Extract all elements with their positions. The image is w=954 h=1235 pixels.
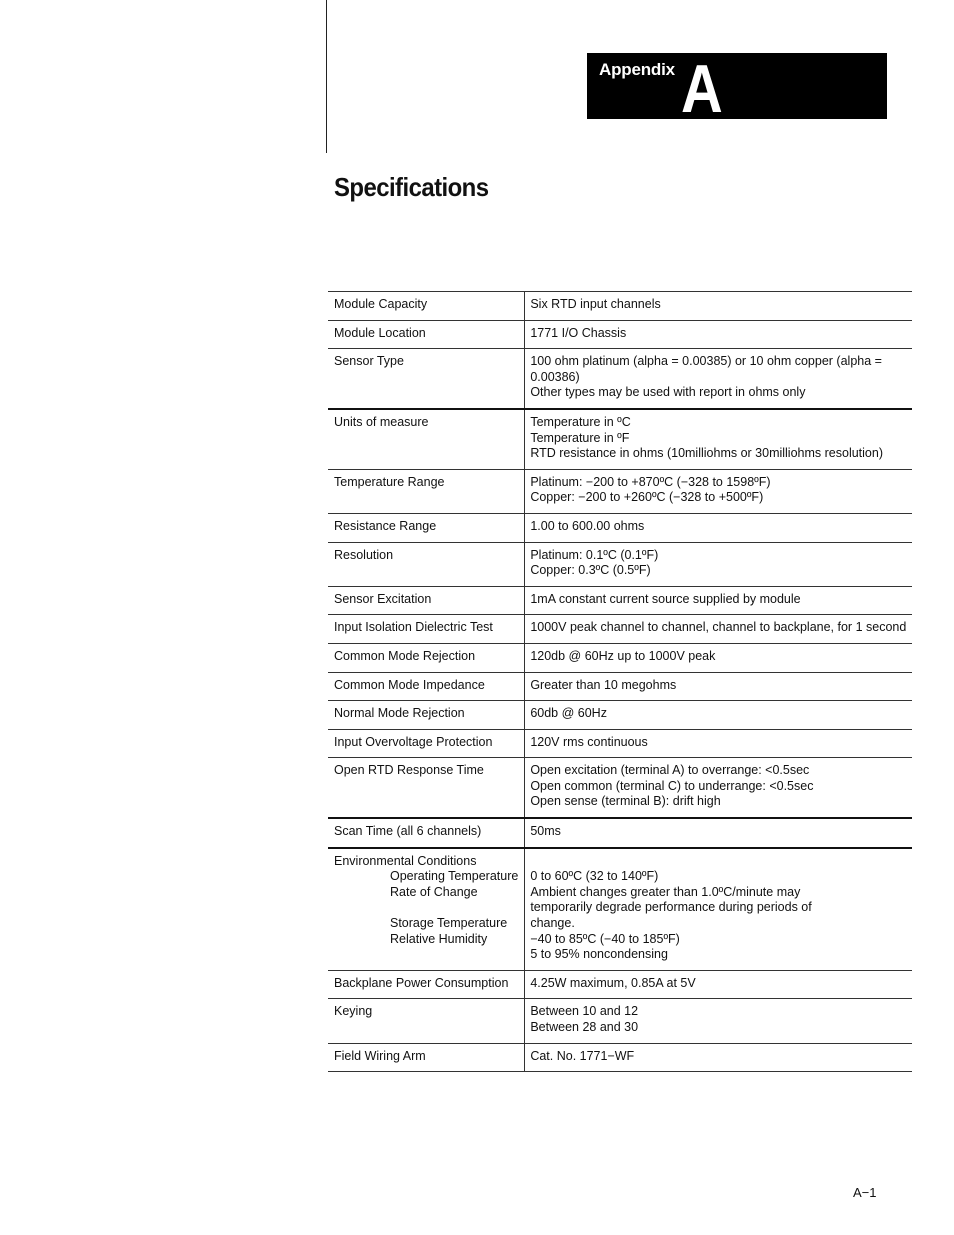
page-title: Specifications	[334, 172, 489, 202]
spec-value-line: 100 ohm platinum (alpha = 0.00385) or 10 ohm copper (alpha = 0.00386)	[530, 354, 882, 384]
spec-label-group	[328, 848, 525, 971]
spec-value	[525, 513, 912, 542]
spec-value-line: Six RTD input channels	[530, 297, 661, 311]
spec-value	[525, 643, 912, 672]
spec-label: Field Wiring Arm	[328, 1043, 525, 1072]
spec-value	[525, 349, 912, 409]
spec-label: Normal Mode Rejection	[328, 701, 525, 730]
spec-value-line: 120db @ 60Hz up to 1000V peak	[530, 648, 716, 663]
spec-label: Sensor Excitation	[328, 586, 525, 615]
spec-value-line: Between 10 and 12	[530, 1004, 639, 1019]
spec-label: Input Overvoltage Protection	[328, 729, 525, 758]
spec-row-temperature-range	[328, 469, 912, 513]
appendix-letter: A	[681, 51, 723, 127]
spec-label: Module Capacity	[328, 292, 525, 321]
spec-label: Sensor Type	[328, 349, 525, 409]
spec-row-input-isolation	[328, 615, 912, 644]
spec-value	[525, 320, 912, 349]
spacer	[530, 854, 906, 870]
spec-value	[525, 292, 912, 321]
spec-row-module-location	[328, 320, 912, 349]
spec-label: Keying	[328, 999, 525, 1043]
spec-value	[525, 1043, 912, 1072]
spec-value-line: Copper: −200 to +260ºC (−328 to +500ºF)	[530, 490, 764, 505]
spec-value-line: Platinum: 0.1ºC (0.1ºF)	[530, 547, 659, 562]
spec-value	[525, 701, 912, 730]
spacer	[334, 900, 518, 916]
spec-row-units-of-measure	[328, 409, 912, 469]
spec-value-line: Open common (terminal C) to underrange: <0.5sec	[530, 778, 814, 793]
spec-row-field-wiring-arm	[328, 1043, 912, 1072]
spec-value-line: −40 to 85ºC (−40 to 185ºF)	[530, 931, 680, 946]
spec-value-line: 1000V peak channel to channel, channel to backplane, for 1 second	[530, 620, 907, 635]
spec-value-line: 5 to 95% noncondensing	[530, 947, 668, 962]
spec-row-module-capacity	[328, 292, 912, 321]
spec-label: Backplane Power Consumption	[328, 970, 525, 999]
margin-rule	[326, 0, 327, 153]
spec-value	[525, 970, 912, 999]
spec-row-common-mode-rejection	[328, 643, 912, 672]
spec-value-line: Copper: 0.3ºC (0.5ºF)	[530, 563, 651, 578]
spec-value-line: 60db @ 60Hz	[530, 706, 607, 721]
spec-row-common-mode-impedance	[328, 672, 912, 701]
spec-label: Environmental Conditions	[334, 853, 477, 868]
spec-label: Resolution	[328, 542, 525, 586]
spec-label: Input Isolation Dielectric Test	[328, 615, 525, 644]
spec-value-line: Open excitation (terminal A) to overrange: <0.5sec	[530, 763, 810, 778]
spec-row-sensor-type	[328, 349, 912, 409]
spec-label: Resistance Range	[328, 513, 525, 542]
spec-row-resolution	[328, 542, 912, 586]
spec-row-resistance-range	[328, 513, 912, 542]
spec-value	[525, 586, 912, 615]
spec-value-line: Cat. No. 1771−WF	[530, 1048, 635, 1063]
spec-value	[525, 542, 912, 586]
spec-sublabel: Relative Humidity	[390, 931, 488, 946]
spec-value	[525, 848, 912, 971]
spec-value-line: Platinum: −200 to +870ºC (−328 to 1598ºF)	[530, 474, 771, 489]
spec-value-line: Temperature in ºC	[530, 414, 631, 429]
spec-value-line: 4.25W maximum, 0.85A at 5V	[530, 975, 696, 990]
appendix-label: Appendix	[599, 60, 675, 79]
spec-sublabel: Rate of Change	[390, 884, 478, 899]
spec-row-sensor-excitation	[328, 586, 912, 615]
spec-label: Open RTD Response Time	[328, 758, 525, 818]
spec-label: Common Mode Impedance	[328, 672, 525, 701]
spec-value-line: Ambient changes greater than 1.0ºC/minute may temporarily degrade performance during periods of change.	[530, 884, 812, 931]
spec-value	[525, 409, 912, 469]
spec-value-line: Between 28 and 30	[530, 1020, 639, 1034]
spec-label: Units of measure	[328, 409, 525, 469]
spec-value	[525, 672, 912, 701]
spec-label: Temperature Range	[328, 469, 525, 513]
spec-value-line: 0 to 60ºC (32 to 140ºF)	[530, 869, 659, 884]
spec-value	[525, 758, 912, 818]
spec-row-open-rtd-response	[328, 758, 912, 818]
spec-sublabel: Storage Temperature	[390, 916, 508, 931]
spec-value-line: 1771 I/O Chassis	[530, 325, 627, 340]
spec-label: Module Location	[328, 320, 525, 349]
spec-value-line: RTD resistance in ohms (10milliohms or 30milliohms resolution)	[530, 446, 883, 461]
spec-value	[525, 615, 912, 644]
spec-value	[525, 818, 912, 848]
spec-value-line: Temperature in ºF	[530, 430, 630, 445]
spec-value-line: 50ms	[530, 824, 561, 839]
spec-row-keying	[328, 999, 912, 1043]
spec-value	[525, 469, 912, 513]
spec-value	[525, 999, 912, 1043]
page-number: A−1	[853, 1185, 877, 1200]
spec-label: Scan Time (all 6 channels)	[328, 818, 525, 848]
spec-row-input-overvoltage	[328, 729, 912, 758]
spec-row-environmental	[328, 848, 912, 971]
spec-row-backplane-power	[328, 970, 912, 999]
spec-row-normal-mode-rejection	[328, 701, 912, 730]
spec-value-line: 1.00 to 600.00 ohms	[530, 518, 645, 533]
spec-value-line: 1mA constant current source supplied by module	[530, 591, 801, 606]
spec-value-line: 120V rms continuous	[530, 734, 648, 749]
spec-value-line: Greater than 10 megohms	[530, 677, 677, 692]
appendix-tab	[587, 51, 887, 127]
spec-row-scan-time	[328, 818, 912, 848]
spec-sublabel: Operating Temperature	[390, 869, 519, 884]
spec-label: Common Mode Rejection	[328, 643, 525, 672]
spec-value-line: Open sense (terminal B): drift high	[530, 794, 721, 809]
spec-value	[525, 729, 912, 758]
spec-value-line: Other types may be used with report in ohms only	[530, 385, 806, 400]
specifications-table	[328, 291, 912, 1072]
